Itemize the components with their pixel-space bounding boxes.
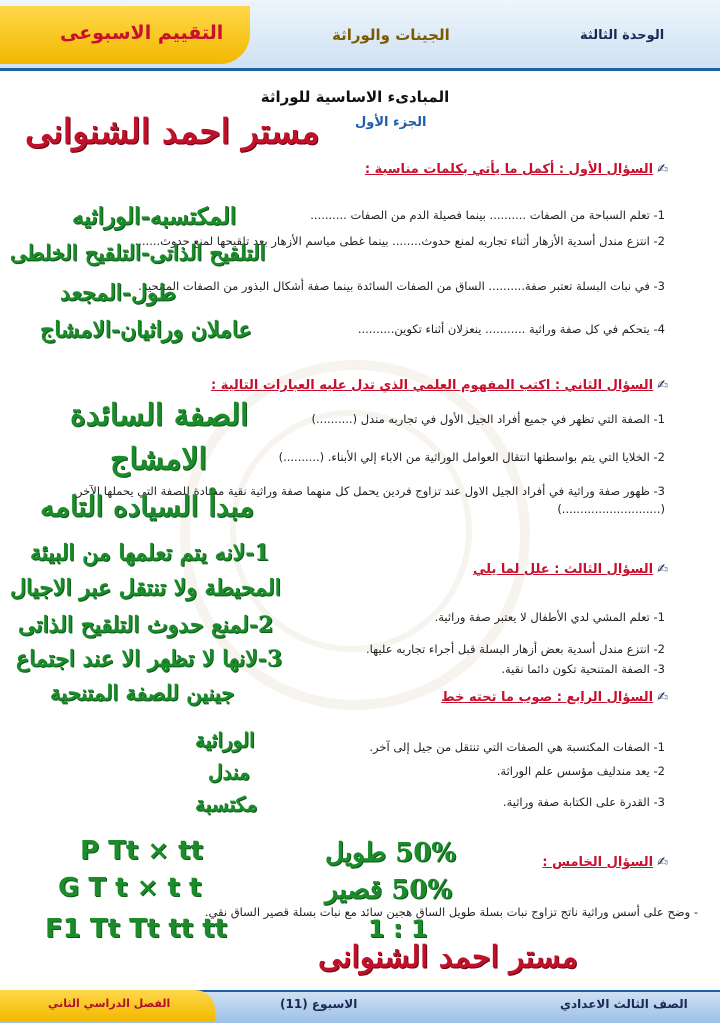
- header-weekly-assessment: التقييم الاسبوعى: [60, 22, 224, 44]
- footer-term: الفصل الدراسي الثاني: [48, 997, 171, 1010]
- q3-item-1: 1- تعلم المشي لدي الأطفال لا يعتبر صفة وراثية.: [434, 610, 665, 624]
- pencil-icon: ✍: [657, 562, 668, 577]
- header-unit: الوحدة الثالثة: [580, 28, 665, 43]
- q2-answer-1: الصفة السائدة: [70, 398, 249, 433]
- teacher-name-top: مستر احمد الشنوانى: [25, 112, 320, 152]
- q2-item-3: 3- ظهور صفة وراثية في أفراد الجيل الاول عند تزاوج فردين يحمل كل منهما صفة وراثية نقية مضادة للصفة التي يحملها الآخر. (...........................): [73, 484, 665, 516]
- q5-cross-gametes: G T t × t t: [58, 873, 202, 903]
- pencil-icon: ✍: [657, 690, 668, 705]
- page-title: المبادىء الاساسية للوراثة: [260, 88, 450, 106]
- q4-answer-1: الوراثية: [195, 728, 255, 752]
- q2-heading: ✍السؤال الثاني : اكتب المفهوم العلمي الذي تدل عليه العبارات التالية :: [211, 378, 668, 393]
- q1-heading: ✍السؤال الأول : أكمل ما يأتي بكلمات مناسبة :: [364, 162, 668, 177]
- q1-answer-1: المكتسبه-الوراثيه: [72, 203, 237, 230]
- q2-answer-2: الامشاج: [110, 442, 207, 477]
- pencil-icon: ✍: [657, 378, 668, 393]
- q3-answer-3: 2-لمنع حدوث التلقيح الذاتى: [18, 612, 274, 638]
- q5-heading: ✍السؤال الخامس :: [542, 855, 668, 870]
- q5-result-tall: 50% طويل: [325, 838, 456, 868]
- page-subtitle: الجزء الأول: [355, 115, 427, 130]
- q1-answer-3: طول-المجعد: [60, 280, 176, 306]
- footer-grade: الصف الثالث الاعدادي: [560, 997, 688, 1011]
- q4-item-3: 3- القدرة على الكتابة صفة وراثية.: [502, 795, 665, 809]
- header-topic: الجينات والوراثة: [332, 26, 450, 44]
- q1-item-1: 1- تعلم السباحة من الصفات .......... بينما فصيلة الدم من الصفات ..........: [310, 208, 665, 222]
- q4-answer-2: مندل: [208, 760, 250, 784]
- q1-answer-4: عاملان وراثيان-الامشاج: [40, 317, 252, 343]
- q3-answer-1: 1-لانه يتم تعلمها من البيئة: [30, 540, 270, 566]
- q2-answer-3: مبدأ السياده التامه: [40, 490, 255, 523]
- q2-item-2: 2- الخلايا التي يتم بواسطتها انتقال العوامل الوراثية من الاباء إلي الأبناء. (..........): [278, 450, 665, 464]
- q1-answer-2: التلقيح الذاتى-التلقيح الخلطى: [10, 240, 266, 265]
- q1-item-3: 3- في نبات البسلة تعتبر صفة.......... الساق من الصفات السائدة بينما صفة أشكال البذور من الصفات المتنحية.: [138, 279, 665, 293]
- pencil-icon: ✍: [657, 162, 668, 177]
- teacher-name-bottom: مستر احمد الشنوانى: [318, 940, 578, 975]
- q3-answer-2: المحيطة ولا تنتقل عبر الاجيال: [10, 575, 281, 601]
- footer-week: الاسبوع (11): [280, 997, 358, 1011]
- q3-item-2: 2- انتزع مندل أسدية بعض أزهار البسلة قبل أجراء تجاربه عليها.: [365, 642, 665, 656]
- q4-item-1: 1- الصفات المكتسبة هي الصفات التي تنتقل من جيل إلى آخر.: [369, 740, 665, 754]
- pencil-icon: ✍: [657, 855, 668, 870]
- q4-heading: ✍السؤال الرابع : صوب ما تحته خط: [441, 690, 668, 705]
- q5-result-short: 50% قصير: [325, 875, 453, 905]
- q1-item-2: 2- انتزع مندل أسدية الأزهار أثناء تجاربه لمنع حدوث........ بينما غطى مياسم الأزهار بعد تلقيحها لمنع حدوث.......: [134, 234, 665, 248]
- q4-item-2: 2- يعد مندليف مؤسس علم الوراثة.: [496, 764, 665, 778]
- q1-item-4: 4- يتحكم في كل صفة وراثية ........... ينعزلان أثناء تكوين..........: [357, 322, 665, 336]
- q3-heading: ✍السؤال الثالث : علل لما يلي: [473, 562, 668, 577]
- q5-cross-parents: P Tt × tt: [80, 836, 204, 866]
- q5-result-ratio: 1 : 1: [368, 915, 428, 943]
- q5-item-1: - وضح على أسس وراثية ناتج تزاوج نبات بسلة طويل الساق هجين سائد مع نبات بسلة قصير الساق نقي.: [204, 905, 698, 919]
- q4-answer-3: مكتسبة: [195, 792, 258, 816]
- q5-cross-f1: F1 Tt Tt tt tt: [45, 914, 228, 944]
- q3-answer-5: جينين للصفة المتنحية: [50, 680, 235, 705]
- q3-answer-4: 3-لانها لا تظهر الا عند اجتماع: [16, 646, 283, 672]
- q3-item-3: 3- الصفة المتنحية تكون دائما نقية.: [501, 662, 665, 676]
- q2-item-1: 1- الصفة التي تظهر في جميع أفراد الجيل الأول في تجاربه مندل (..........): [311, 412, 665, 426]
